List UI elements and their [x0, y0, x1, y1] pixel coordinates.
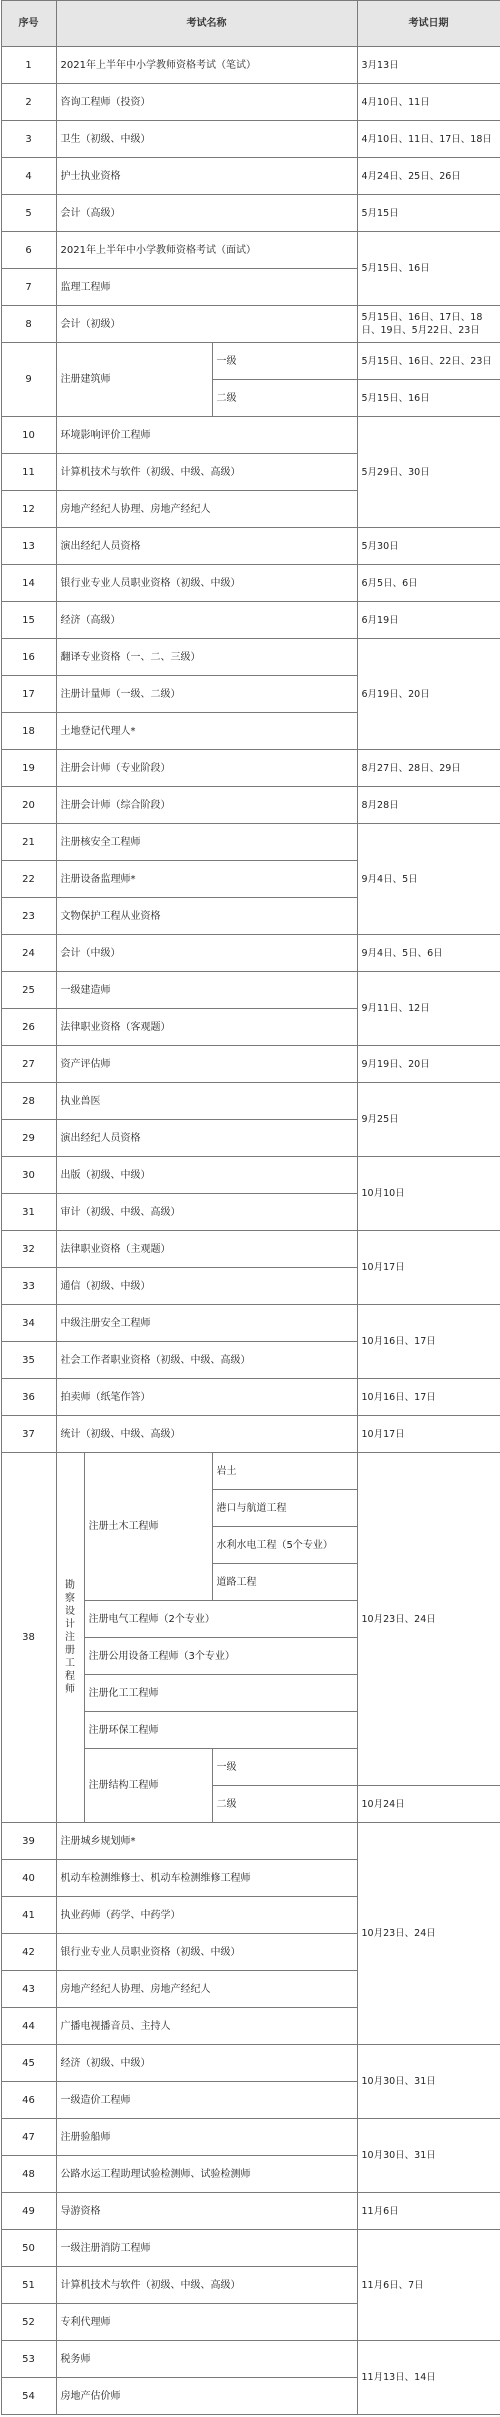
- table-row: [1, 1453, 500, 1490]
- exam-name: 法律职业资格（客观题）: [56, 1009, 357, 1046]
- exam-name: 一级造价工程师: [56, 2082, 357, 2119]
- row-number: 29: [1, 1120, 56, 1157]
- exam-date: 5月15日、16日: [357, 232, 500, 306]
- row-number: 17: [1, 676, 56, 713]
- table-row: [1, 972, 500, 1009]
- exam-name: 通信（初级、中级）: [56, 1268, 357, 1305]
- exam-name: 卫生（初级、中级）: [56, 121, 357, 158]
- exam-subcategory: 注册结构工程师: [84, 1749, 212, 1823]
- table-row: [1, 158, 500, 195]
- exam-date: 6月5日、6日: [357, 565, 500, 602]
- exam-subcategory: 注册公用设备工程师（3个专业）: [84, 1638, 357, 1675]
- table-row: [1, 47, 500, 84]
- row-number: 46: [1, 2082, 56, 2119]
- row-number: 38: [1, 1453, 56, 1823]
- exam-date: 11月6日: [357, 2193, 500, 2230]
- exam-name: 经济（高级）: [56, 602, 357, 639]
- exam-date: 10月17日: [357, 1416, 500, 1453]
- exam-name: 注册核安全工程师: [56, 824, 357, 861]
- row-number: 31: [1, 1194, 56, 1231]
- exam-name: 注册建筑师: [56, 343, 212, 417]
- exam-date: 9月4日、5日、6日: [357, 935, 500, 972]
- row-number: 6: [1, 232, 56, 269]
- exam-name: 执业兽医: [56, 1083, 357, 1120]
- row-number: 27: [1, 1046, 56, 1083]
- exam-date: 5月30日: [357, 528, 500, 565]
- table-row: [1, 1416, 500, 1453]
- exam-date: 5月15日、16日: [357, 380, 500, 417]
- table-row: [1, 2193, 500, 2230]
- exam-subcategory: 注册土木工程师: [84, 1453, 212, 1601]
- exam-name: 审计（初级、中级、高级）: [56, 1194, 357, 1231]
- exam-name: 翻译专业资格（一、二、三级）: [56, 639, 357, 676]
- exam-name: 一级注册消防工程师: [56, 2230, 357, 2267]
- table-row: [1, 2341, 500, 2378]
- exam-date: 10月30日、31日: [357, 2119, 500, 2193]
- exam-date: 4月10日、11日、17日、18日: [357, 121, 500, 158]
- exam-date: 10月10日: [357, 1157, 500, 1231]
- row-number: 4: [1, 158, 56, 195]
- exam-schedule-table: [1, 0, 500, 2415]
- row-number: 50: [1, 2230, 56, 2267]
- exam-name: 注册城乡规划师*: [56, 1823, 357, 1860]
- table-row: [1, 2230, 500, 2267]
- table-row: [1, 528, 500, 565]
- exam-name: 房地产经纪人协理、房地产经纪人: [56, 1971, 357, 2008]
- row-number: 18: [1, 713, 56, 750]
- row-number: 16: [1, 639, 56, 676]
- table-row: [1, 232, 500, 269]
- exam-name: 银行业专业人员职业资格（初级、中级）: [56, 565, 357, 602]
- exam-name: 会计（初级）: [56, 306, 357, 343]
- row-number: 36: [1, 1379, 56, 1416]
- exam-name: 文物保护工程从业资格: [56, 898, 357, 935]
- exam-date: 11月6日、7日: [357, 2230, 500, 2341]
- exam-date: 5月15日、16日、17日、18日、19日、5月22日、23日: [357, 306, 500, 343]
- table-row: [1, 824, 500, 861]
- exam-date: 10月16日、17日: [357, 1379, 500, 1416]
- exam-name: 一级建造师: [56, 972, 357, 1009]
- row-number: 25: [1, 972, 56, 1009]
- table-row: [1, 639, 500, 676]
- exam-date: 6月19日、20日: [357, 639, 500, 750]
- table-row: [1, 121, 500, 158]
- exam-name: 银行业专业人员职业资格（初级、中级）: [56, 1934, 357, 1971]
- exam-name: 土地登记代理人*: [56, 713, 357, 750]
- exam-specialty: 二级: [212, 1786, 357, 1823]
- exam-name: 社会工作者职业资格（初级、中级、高级）: [56, 1342, 357, 1379]
- exam-date: 9月11日、12日: [357, 972, 500, 1046]
- exam-name: 监理工程师: [56, 269, 357, 306]
- exam-name: 资产评估师: [56, 1046, 357, 1083]
- row-number: 23: [1, 898, 56, 935]
- table-row: [1, 1379, 500, 1416]
- exam-name: 执业药师（药学、中药学）: [56, 1897, 357, 1934]
- exam-name: 咨询工程师（投资）: [56, 84, 357, 121]
- exam-date: 10月24日: [357, 1786, 500, 1823]
- exam-name: 计算机技术与软件（初级、中级、高级）: [56, 454, 357, 491]
- exam-date: 5月15日、16日、22日、23日: [357, 343, 500, 380]
- exam-date: 11月13日、14日: [357, 2341, 500, 2415]
- exam-date: 9月25日: [357, 1083, 500, 1157]
- exam-name: 注册设备监理师*: [56, 861, 357, 898]
- exam-name: 演出经纪人员资格: [56, 1120, 357, 1157]
- header-row: [1, 1, 500, 47]
- table-row: [1, 1083, 500, 1120]
- exam-name: 会计（中级）: [56, 935, 357, 972]
- row-number: 49: [1, 2193, 56, 2230]
- exam-name: 统计（初级、中级、高级）: [56, 1416, 357, 1453]
- row-number: 45: [1, 2045, 56, 2082]
- exam-specialty: 岩土: [212, 1453, 357, 1490]
- exam-date: 10月23日、24日: [357, 1453, 500, 1786]
- table-row: [1, 2119, 500, 2156]
- row-number: 44: [1, 2008, 56, 2045]
- row-number: 5: [1, 195, 56, 232]
- exam-date: 10月30日、31日: [357, 2045, 500, 2119]
- row-number: 8: [1, 306, 56, 343]
- row-number: 47: [1, 2119, 56, 2156]
- exam-name: 注册计量师（一级、二级）: [56, 676, 357, 713]
- exam-date: 8月27日、28日、29日: [357, 750, 500, 787]
- row-number: 41: [1, 1897, 56, 1934]
- row-number: 7: [1, 269, 56, 306]
- exam-date: 10月16日、17日: [357, 1305, 500, 1379]
- exam-specialty: 港口与航道工程: [212, 1490, 357, 1527]
- exam-date: 6月19日: [357, 602, 500, 639]
- row-number: 54: [1, 2378, 56, 2415]
- exam-date: 9月4日、5日: [357, 824, 500, 935]
- exam-name: 公路水运工程助理试验检测师、试验检测师: [56, 2156, 357, 2193]
- row-number: 52: [1, 2304, 56, 2341]
- row-number: 14: [1, 565, 56, 602]
- row-number: 2: [1, 84, 56, 121]
- table-row: [1, 1157, 500, 1194]
- row-number: 10: [1, 417, 56, 454]
- table-row: [1, 935, 500, 972]
- row-number: 37: [1, 1416, 56, 1453]
- row-number: 40: [1, 1860, 56, 1897]
- table-row: [1, 565, 500, 602]
- exam-date: 4月10日、11日: [357, 84, 500, 121]
- exam-specialty: 道路工程: [212, 1564, 357, 1601]
- row-number: 35: [1, 1342, 56, 1379]
- row-number: 30: [1, 1157, 56, 1194]
- exam-name: 计算机技术与软件（初级、中级、高级）: [56, 2267, 357, 2304]
- exam-name: 经济（初级、中级）: [56, 2045, 357, 2082]
- exam-subcategory: 一级: [212, 343, 357, 380]
- exam-subcategory: 二级: [212, 380, 357, 417]
- row-number: 51: [1, 2267, 56, 2304]
- exam-subcategory: 注册环保工程师: [84, 1712, 357, 1749]
- row-number: 42: [1, 1934, 56, 1971]
- row-number: 19: [1, 750, 56, 787]
- header-exam-name: 考试名称: [56, 1, 357, 47]
- exam-name: 演出经纪人员资格: [56, 528, 357, 565]
- row-number: 33: [1, 1268, 56, 1305]
- exam-name: 护士执业资格: [56, 158, 357, 195]
- exam-name: 房地产估价师: [56, 2378, 357, 2415]
- exam-name: 出版（初级、中级）: [56, 1157, 357, 1194]
- table-row: [1, 1823, 500, 1860]
- row-number: 34: [1, 1305, 56, 1342]
- table-row: [1, 343, 500, 380]
- exam-date: 5月15日: [357, 195, 500, 232]
- row-number: 22: [1, 861, 56, 898]
- exam-date: 9月19日、20日: [357, 1046, 500, 1083]
- row-number: 15: [1, 602, 56, 639]
- header-exam-date: 考试日期: [357, 1, 500, 47]
- exam-name: 法律职业资格（主观题）: [56, 1231, 357, 1268]
- exam-specialty: 一级: [212, 1749, 357, 1786]
- exam-name: 会计（高级）: [56, 195, 357, 232]
- row-number: 9: [1, 343, 56, 417]
- exam-name: 机动车检测维修士、机动车检测维修工程师: [56, 1860, 357, 1897]
- table-row: [1, 1305, 500, 1342]
- row-number: 28: [1, 1083, 56, 1120]
- exam-subcategory: 注册化工工程师: [84, 1675, 357, 1712]
- exam-name: 注册会计师（专业阶段）: [56, 750, 357, 787]
- exam-specialty: 水利水电工程（5个专业）: [212, 1527, 357, 1564]
- exam-name: 广播电视播音员、主持人: [56, 2008, 357, 2045]
- table-row: [1, 1231, 500, 1268]
- exam-date: 10月23日、24日: [357, 1823, 500, 2045]
- header-serial: 序号: [1, 1, 56, 47]
- row-number: 26: [1, 1009, 56, 1046]
- table-row: [1, 602, 500, 639]
- row-number: 3: [1, 121, 56, 158]
- table-row: [1, 2045, 500, 2082]
- row-number: 53: [1, 2341, 56, 2378]
- table-row: [1, 1046, 500, 1083]
- exam-name: 注册会计师（综合阶段）: [56, 787, 357, 824]
- exam-name: 专利代理师: [56, 2304, 357, 2341]
- row-number: 20: [1, 787, 56, 824]
- exam-date: 8月28日: [357, 787, 500, 824]
- exam-date: 3月13日: [357, 47, 500, 84]
- exam-name: 拍卖师（纸笔作答）: [56, 1379, 357, 1416]
- exam-name: 中级注册安全工程师: [56, 1305, 357, 1342]
- exam-name: 2021年上半年中小学教师资格考试（笔试）: [56, 47, 357, 84]
- exam-name: 税务师: [56, 2341, 357, 2378]
- row-number: 32: [1, 1231, 56, 1268]
- table-row: [1, 787, 500, 824]
- exam-subcategory: 注册电气工程师（2个专业）: [84, 1601, 357, 1638]
- exam-name: 2021年上半年中小学教师资格考试（面试）: [56, 232, 357, 269]
- exam-name: 房地产经纪人协理、房地产经纪人: [56, 491, 357, 528]
- row-number: 12: [1, 491, 56, 528]
- row-number: 11: [1, 454, 56, 491]
- exam-date: 4月24日、25日、26日: [357, 158, 500, 195]
- row-number: 21: [1, 824, 56, 861]
- row-number: 39: [1, 1823, 56, 1860]
- row-number: 1: [1, 47, 56, 84]
- exam-date: 10月17日: [357, 1231, 500, 1305]
- exam-name: 导游资格: [56, 2193, 357, 2230]
- exam-name: 环境影响评价工程师: [56, 417, 357, 454]
- table-row: [1, 306, 500, 343]
- exam-name: 勘察设计注册工程师: [56, 1453, 84, 1823]
- table-row: [1, 84, 500, 121]
- exam-name: 注册验船师: [56, 2119, 357, 2156]
- table-row: [1, 750, 500, 787]
- row-number: 13: [1, 528, 56, 565]
- table-row: [1, 417, 500, 454]
- exam-date: 5月29日、30日: [357, 417, 500, 528]
- row-number: 24: [1, 935, 56, 972]
- table-row: [1, 195, 500, 232]
- row-number: 48: [1, 2156, 56, 2193]
- row-number: 43: [1, 1971, 56, 2008]
